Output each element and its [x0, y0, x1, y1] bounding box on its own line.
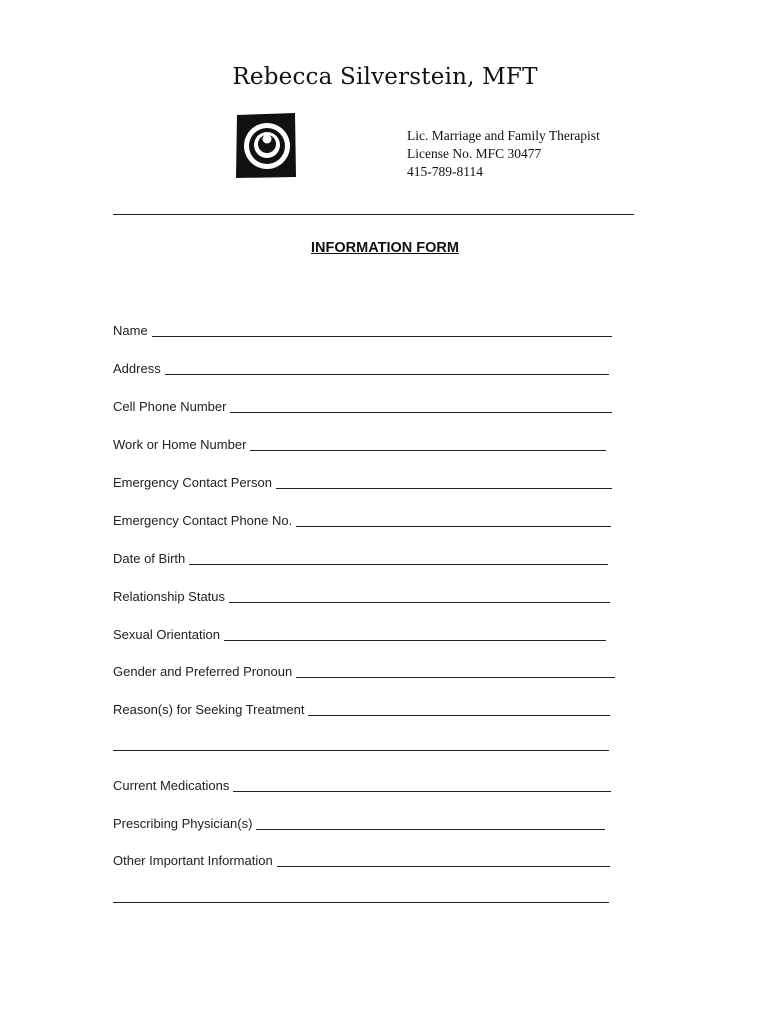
phone-number: 415-789-8114: [407, 164, 483, 179]
field-relationship-status: [113, 584, 610, 604]
field-emergency-contact-phone: [113, 508, 611, 528]
field-label: Date of Birth: [113, 551, 186, 566]
address-input-line[interactable]: [165, 360, 609, 375]
field-label: Work or Home Number: [113, 437, 247, 452]
current-medications-input-line[interactable]: [233, 777, 611, 792]
other-important-info-input-line[interactable]: [277, 852, 610, 867]
spiral-logo-icon: [234, 111, 298, 179]
field-label: Current Medications: [113, 778, 230, 793]
work-home-number-input-line[interactable]: [250, 436, 606, 451]
sexual-orientation-input-line[interactable]: [224, 626, 606, 641]
field-sexual-orientation: [113, 622, 606, 642]
field-address: [113, 356, 609, 376]
field-label: Relationship Status: [113, 589, 226, 604]
field-gender-pronoun: [113, 659, 615, 679]
field-cell-phone: [113, 394, 612, 414]
field-other-important-info: [113, 848, 610, 868]
emergency-contact-person-input-line[interactable]: [276, 474, 612, 489]
field-label: Gender and Preferred Pronoun: [113, 664, 293, 679]
field-date-of-birth: [113, 546, 608, 566]
date-of-birth-input-line[interactable]: [189, 550, 608, 565]
field-label: Reason(s) for Seeking Treatment: [113, 702, 305, 717]
field-work-home-number: [113, 432, 606, 452]
field-label: Name: [113, 323, 148, 338]
field-label: Address: [113, 361, 161, 376]
relationship-status-input-line[interactable]: [229, 588, 610, 603]
reasons-for-treatment-input-line[interactable]: [308, 701, 610, 716]
license-info-block: [407, 127, 600, 181]
license-number: License No. MFC 30477: [407, 146, 542, 161]
name-input-line[interactable]: [152, 322, 612, 337]
field-prescribing-physicians: [113, 811, 605, 831]
form-title: INFORMATION FORM: [311, 240, 459, 256]
license-title: Lic. Marriage and Family Therapist: [407, 128, 600, 143]
field-label: Cell Phone Number: [113, 399, 227, 414]
other-info-continuation-line[interactable]: [113, 902, 609, 903]
reasons-continuation-line[interactable]: [113, 750, 609, 751]
field-emergency-contact-person: [113, 470, 612, 490]
field-label: Other Important Information: [113, 853, 273, 868]
field-label: Prescribing Physician(s): [113, 816, 253, 831]
field-name: [113, 318, 612, 338]
practitioner-name: Rebecca Silverstein, MFT: [232, 64, 538, 90]
field-reasons-for-treatment: [113, 697, 610, 717]
field-label: Emergency Contact Phone No.: [113, 513, 293, 528]
prescribing-physicians-input-line[interactable]: [256, 815, 605, 830]
cell-phone-input-line[interactable]: [230, 398, 612, 413]
field-label: Sexual Orientation: [113, 627, 220, 642]
header-divider: [113, 214, 634, 215]
field-label: Emergency Contact Person: [113, 475, 272, 490]
field-current-medications: [113, 773, 611, 793]
emergency-contact-phone-input-line[interactable]: [296, 512, 611, 527]
gender-pronoun-input-line[interactable]: [296, 663, 615, 678]
